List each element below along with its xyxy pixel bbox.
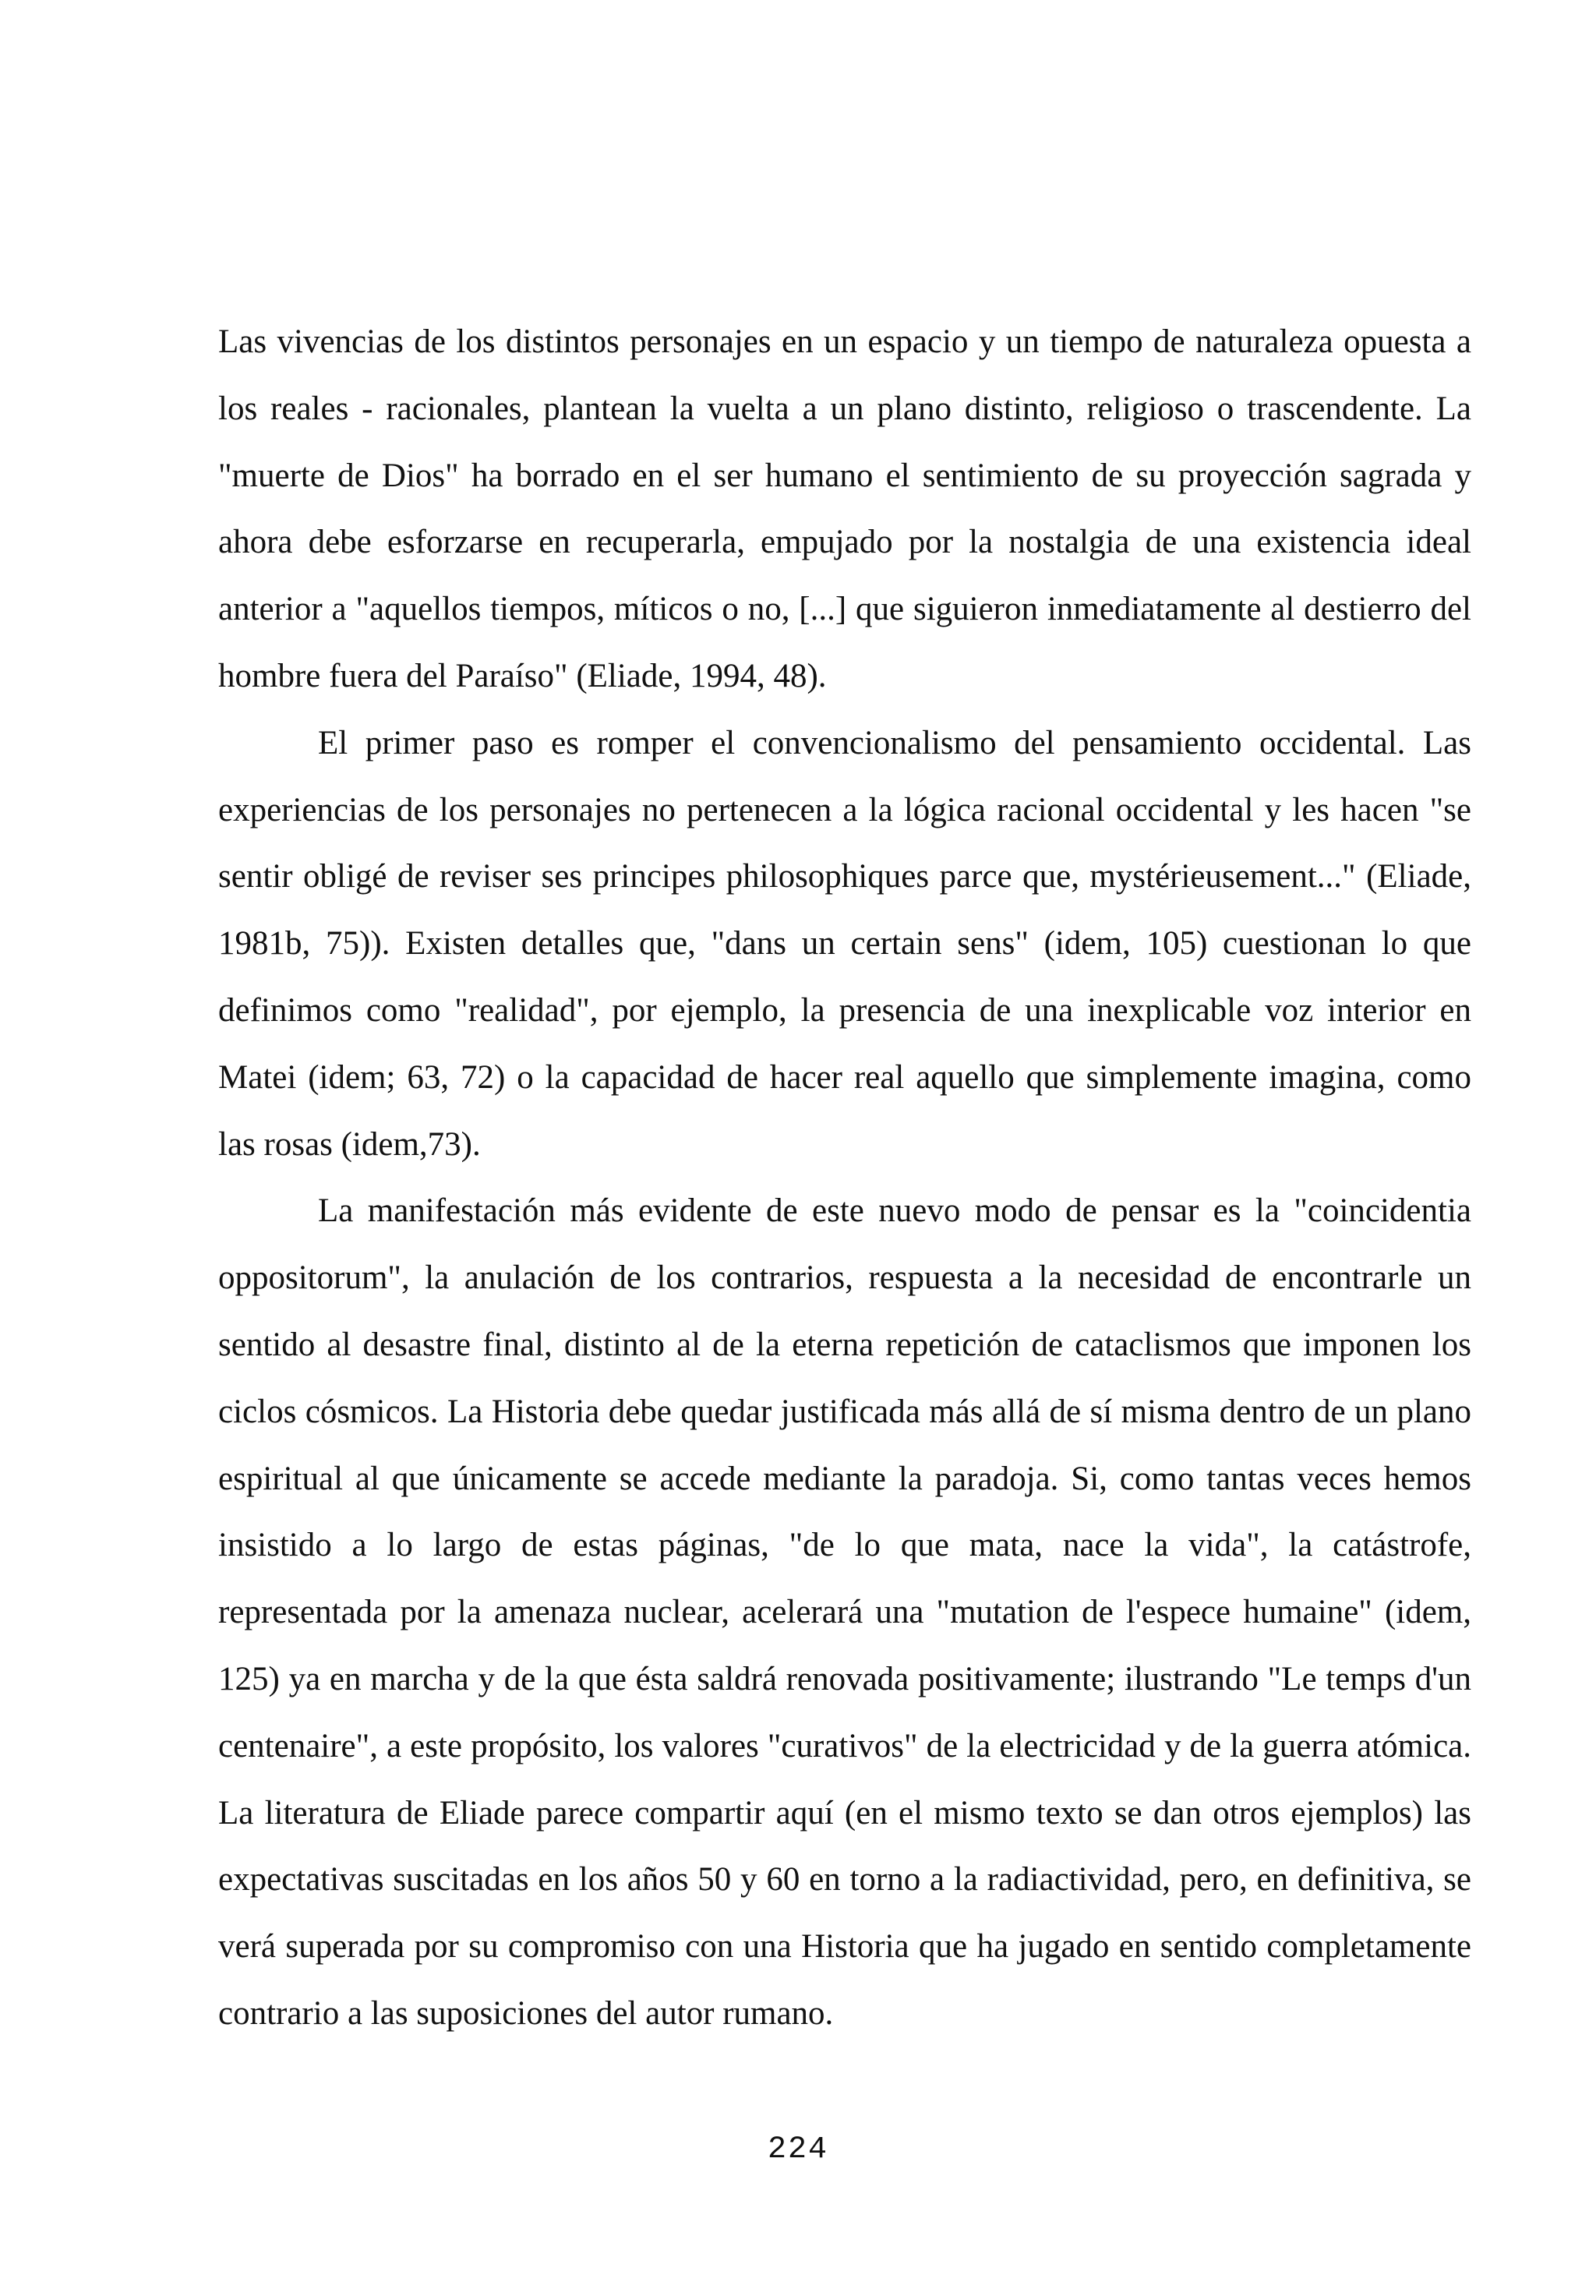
paragraph-2: El primer paso es romper el convencionalismo del pensamiento occidental. Las experiencias de los personajes no pertenecen a la lógica racional occidental y les hacen "se sentir obligé de reviser ses principes philosophiques parce que, mystérieusement..." (Eliade, 1981b, 75)). Existen detalles que, "dans un certain sens" (idem, 105) cuestionan lo que definimos como "realidad", por ejemplo, la presencia de una inexplicable voz interior en Matei (idem; 63, 72) o la capacidad de hacer real aquello que simplemente imagina, como las rosas (idem,73).: [218, 724, 1471, 1163]
paragraph-3: La manifestación más evidente de este nuevo modo de pensar es la "coincidentia oppositorum", la anulación de los contrarios, respuesta a la necesidad de encontrarle un sentido al desastre final, distinto al de la eterna repetición de cataclismos que imponen los ciclos cósmicos. La Historia debe quedar justificada más allá de sí misma dentro de un plano espiritual al que únicamente se accede mediante la paradoja. Si, como tantas veces hemos insistido a lo largo de estas páginas, "de lo que mata, nace la vida", la catástrofe, representada por la amenaza nuclear, acelerará una "mutation de l'espece humaine" (idem, 125) ya en marcha y de la que ésta saldrá renovada positivamente; ilustrando "Le temps d'un centenaire", a este propósito, los valores "curativos" de la electricidad y de la guerra atómica. La literatura de Eliade parece compartir aquí (en el mismo texto se dan otros ejemplos) las expectativas suscitadas en los años 50 y 60 en torno a la radiactividad, pero, en definitiva, se verá superada por su compromiso con una Historia que ha jugado en sentido completamente contrario a las suposiciones del autor rumano.: [218, 1192, 1471, 2032]
paragraph-1: Las vivencias de los distintos personajes en un espacio y un tiempo de naturaleza opuesta a los reales - racionales, plantean la vuelta a un plano distinto, religioso o trascendente. La "muerte de Dios" ha borrado en el ser humano el sentimiento de su proyección sagrada y ahora debe esforzarse en recuperarla, empujado por la nostalgia de una existencia ideal anterior a "aquellos tiempos, míticos o no, [...] que siguieron inmediatamente al destierro del hombre fuera del Paraíso" (Eliade, 1994, 48).: [218, 323, 1471, 694]
page-number: 224: [767, 2132, 828, 2167]
body-text: [218, 309, 1471, 2047]
